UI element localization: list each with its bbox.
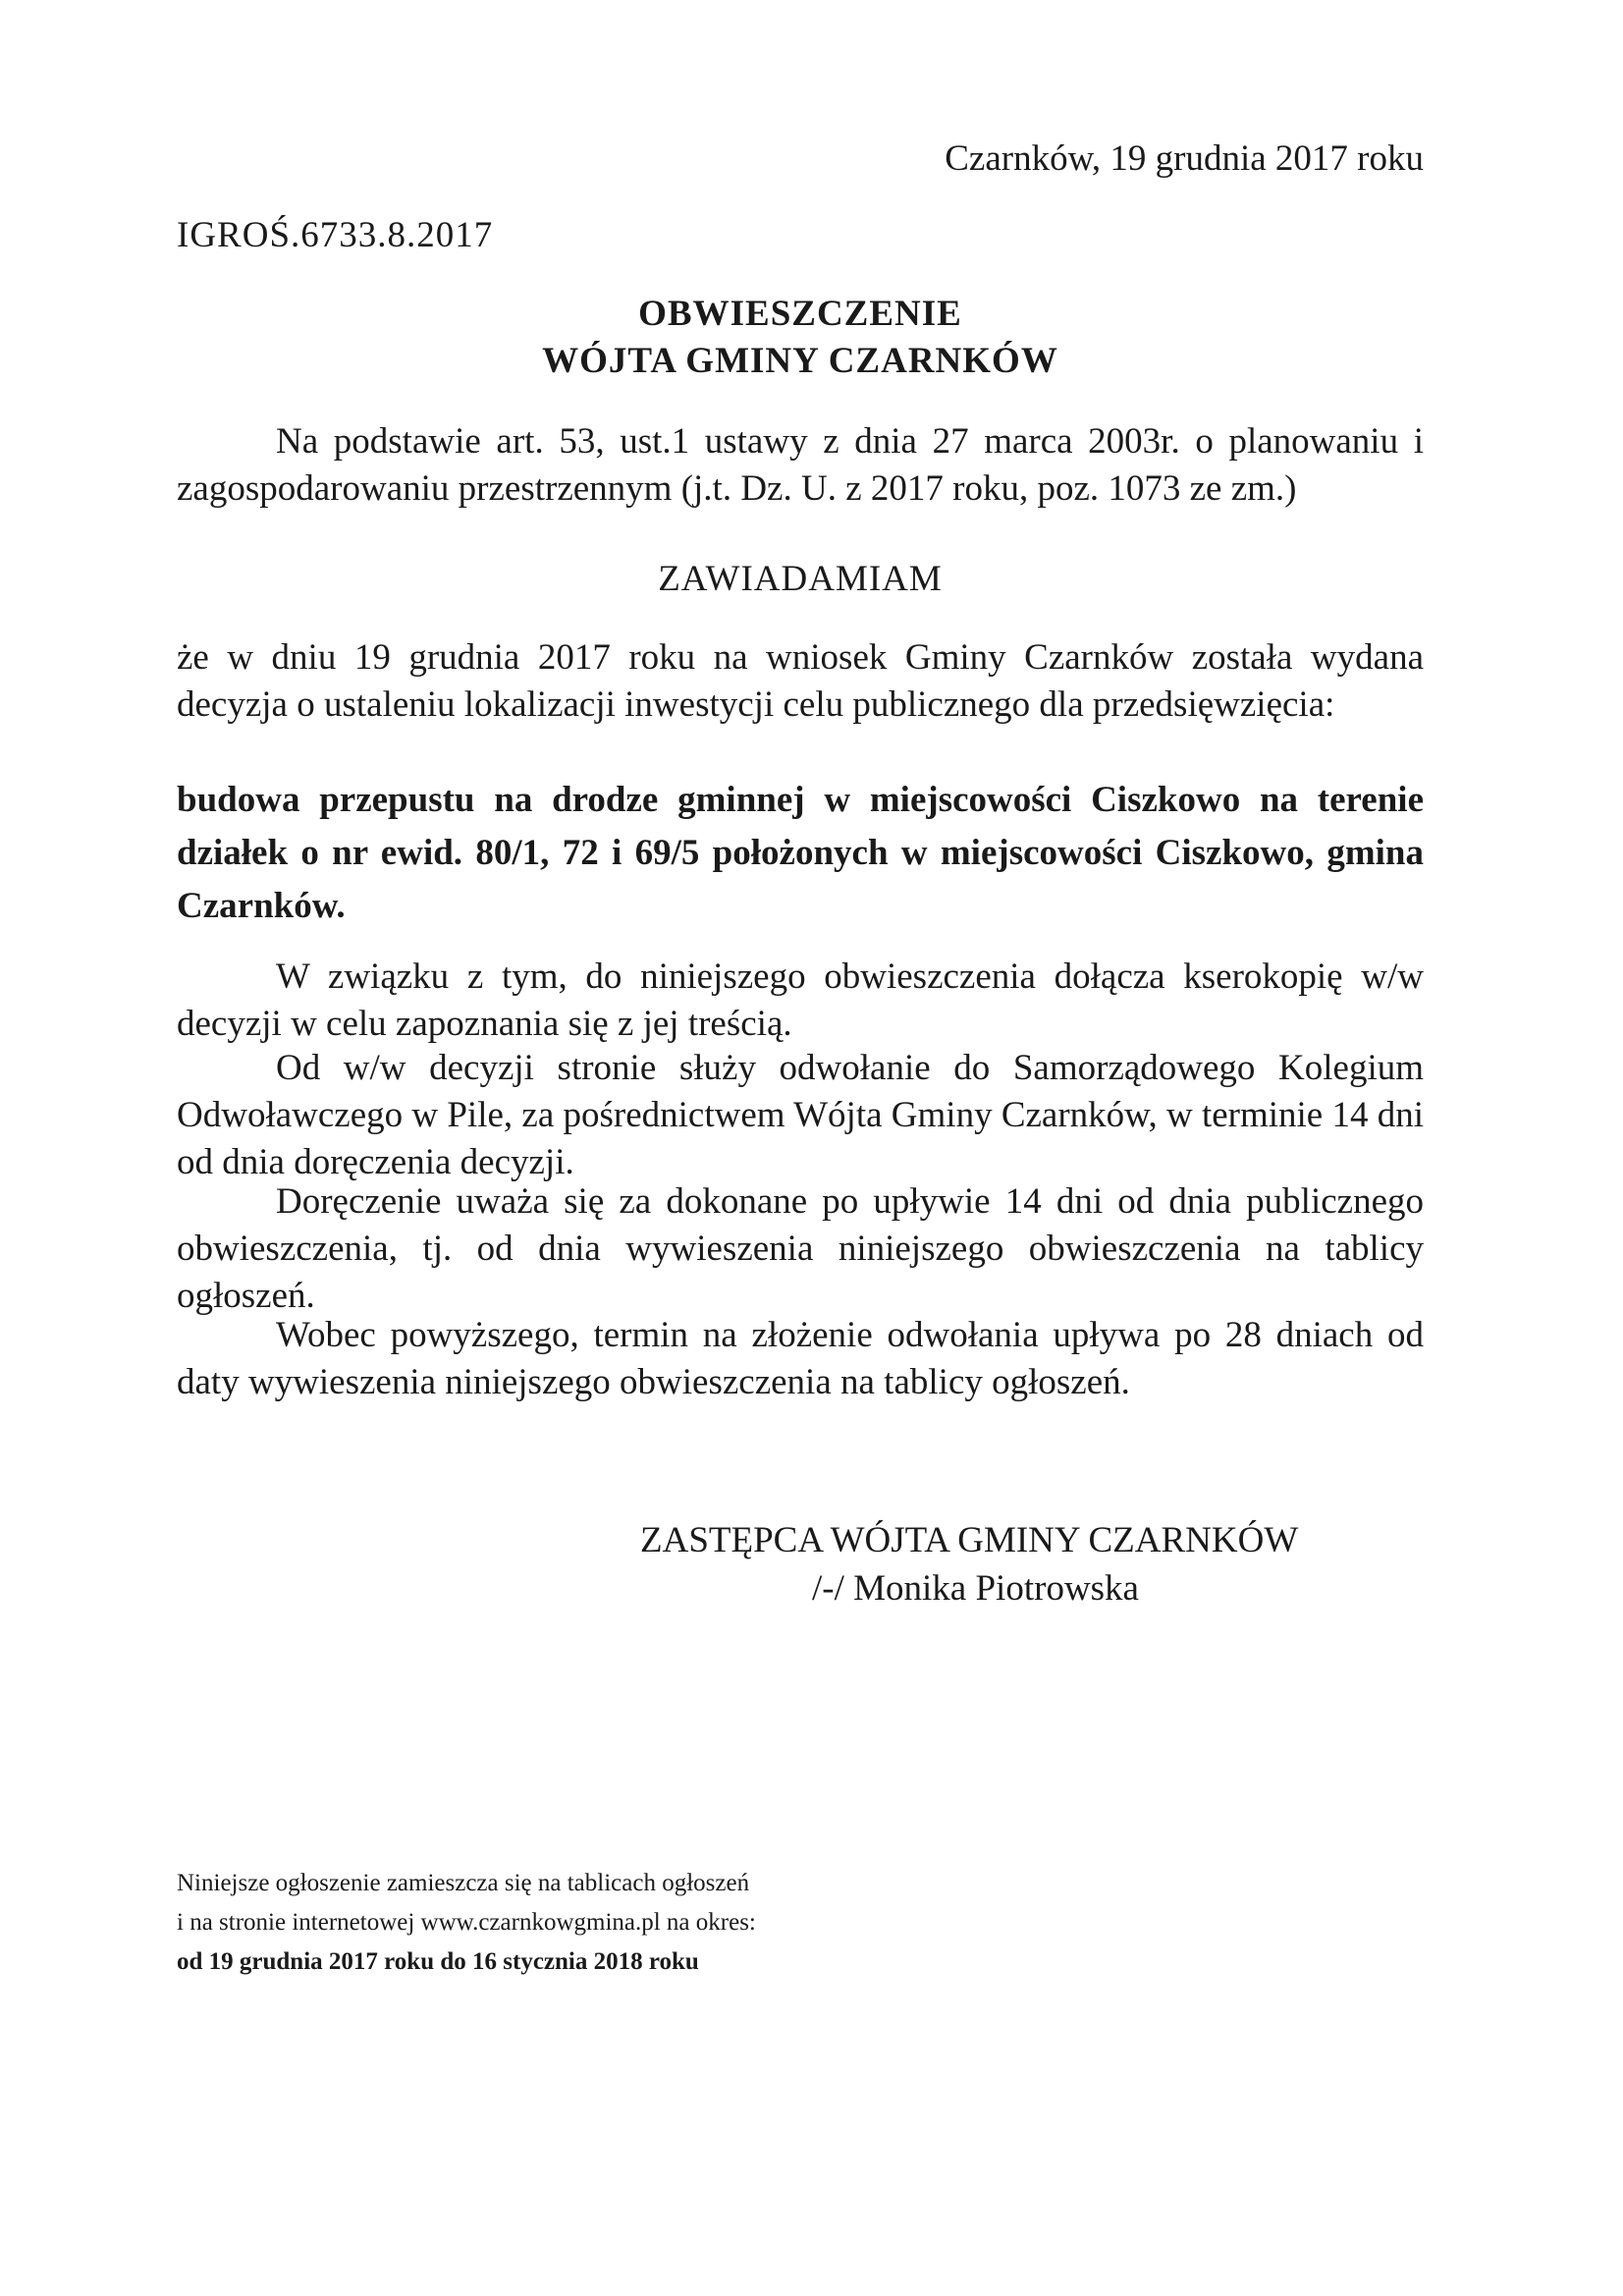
deadline-paragraph: Wobec powyższego, termin na złożenie odwołania upływa po 28 dniach od daty wywieszenia niniejszego obwieszczenia na tablicy ogłoszeń. — [177, 1315, 1424, 1402]
decision-subject: budowa przepustu na drodze gminnej w miejscowości Ciszkowo na terenie działek o nr ewid. 80/1, 72 i 69/5 położonych w miejscowości Ciszkowo, gmina Czarnków. — [177, 780, 1424, 926]
document-date: Czarnków, 19 grudnia 2017 roku — [945, 138, 1424, 179]
footer-period: od 19 grudnia 2017 roku do 16 stycznia 2018 roku — [177, 1948, 699, 1975]
footer-line-1: Niniejsze ogłoszenie zamieszcza się na tablicach ogłoszeń — [177, 1870, 750, 1896]
signature-title: ZASTĘPCA WÓJTA GMINY CZARNKÓW — [640, 1520, 1299, 1560]
delivery-paragraph: Doręczenie uważa się za dokonane po upływie 14 dni od dnia publicznego obwieszczenia, tj. od dnia wywieszenia niniejszego obwieszczenia na tablicy ogłoszeń. — [177, 1181, 1424, 1316]
reference-number: IGROŚ.6733.8.2017 — [177, 215, 494, 255]
appeal-paragraph: Od w/w decyzji stronie służy odwołanie do Samorządowego Kolegium Odwoławczego w Pile, za pośrednictwem Wójta Gminy Czarnków, w terminie 14 dni od dnia doręczenia decyzji. — [177, 1048, 1425, 1182]
document-title: OBWIESZCZENIE — [638, 294, 962, 334]
signature-name: /-/ Monika Piotrowska — [812, 1568, 1139, 1609]
announcement-heading: ZAWIADAMIAM — [658, 559, 943, 599]
intro-paragraph: że w dniu 19 grudnia 2017 roku na wniosek Gminy Czarnków została wydana decyzja o ustaleniu lokalizacji inwestycji celu publicznego dla przedsięwzięcia: — [177, 637, 1424, 725]
document-subtitle: WÓJTA GMINY CZARNKÓW — [542, 341, 1058, 381]
footer-line-2: i na stronie internetowej www.czarnkowgmina.pl na okres: — [177, 1909, 756, 1936]
attachment-paragraph: W związku z tym, do niniejszego obwieszczenia dołącza kserokopię w/w decyzji w celu zapoznania się z jej treścią. — [177, 957, 1424, 1044]
legal-basis-paragraph: Na podstawie art. 53, ust.1 ustawy z dnia 27 marca 2003r. o planowaniu i zagospodarowaniu przestrzennym (j.t. Dz. U. z 2017 roku, poz. 1073 ze zm.) — [177, 421, 1424, 509]
